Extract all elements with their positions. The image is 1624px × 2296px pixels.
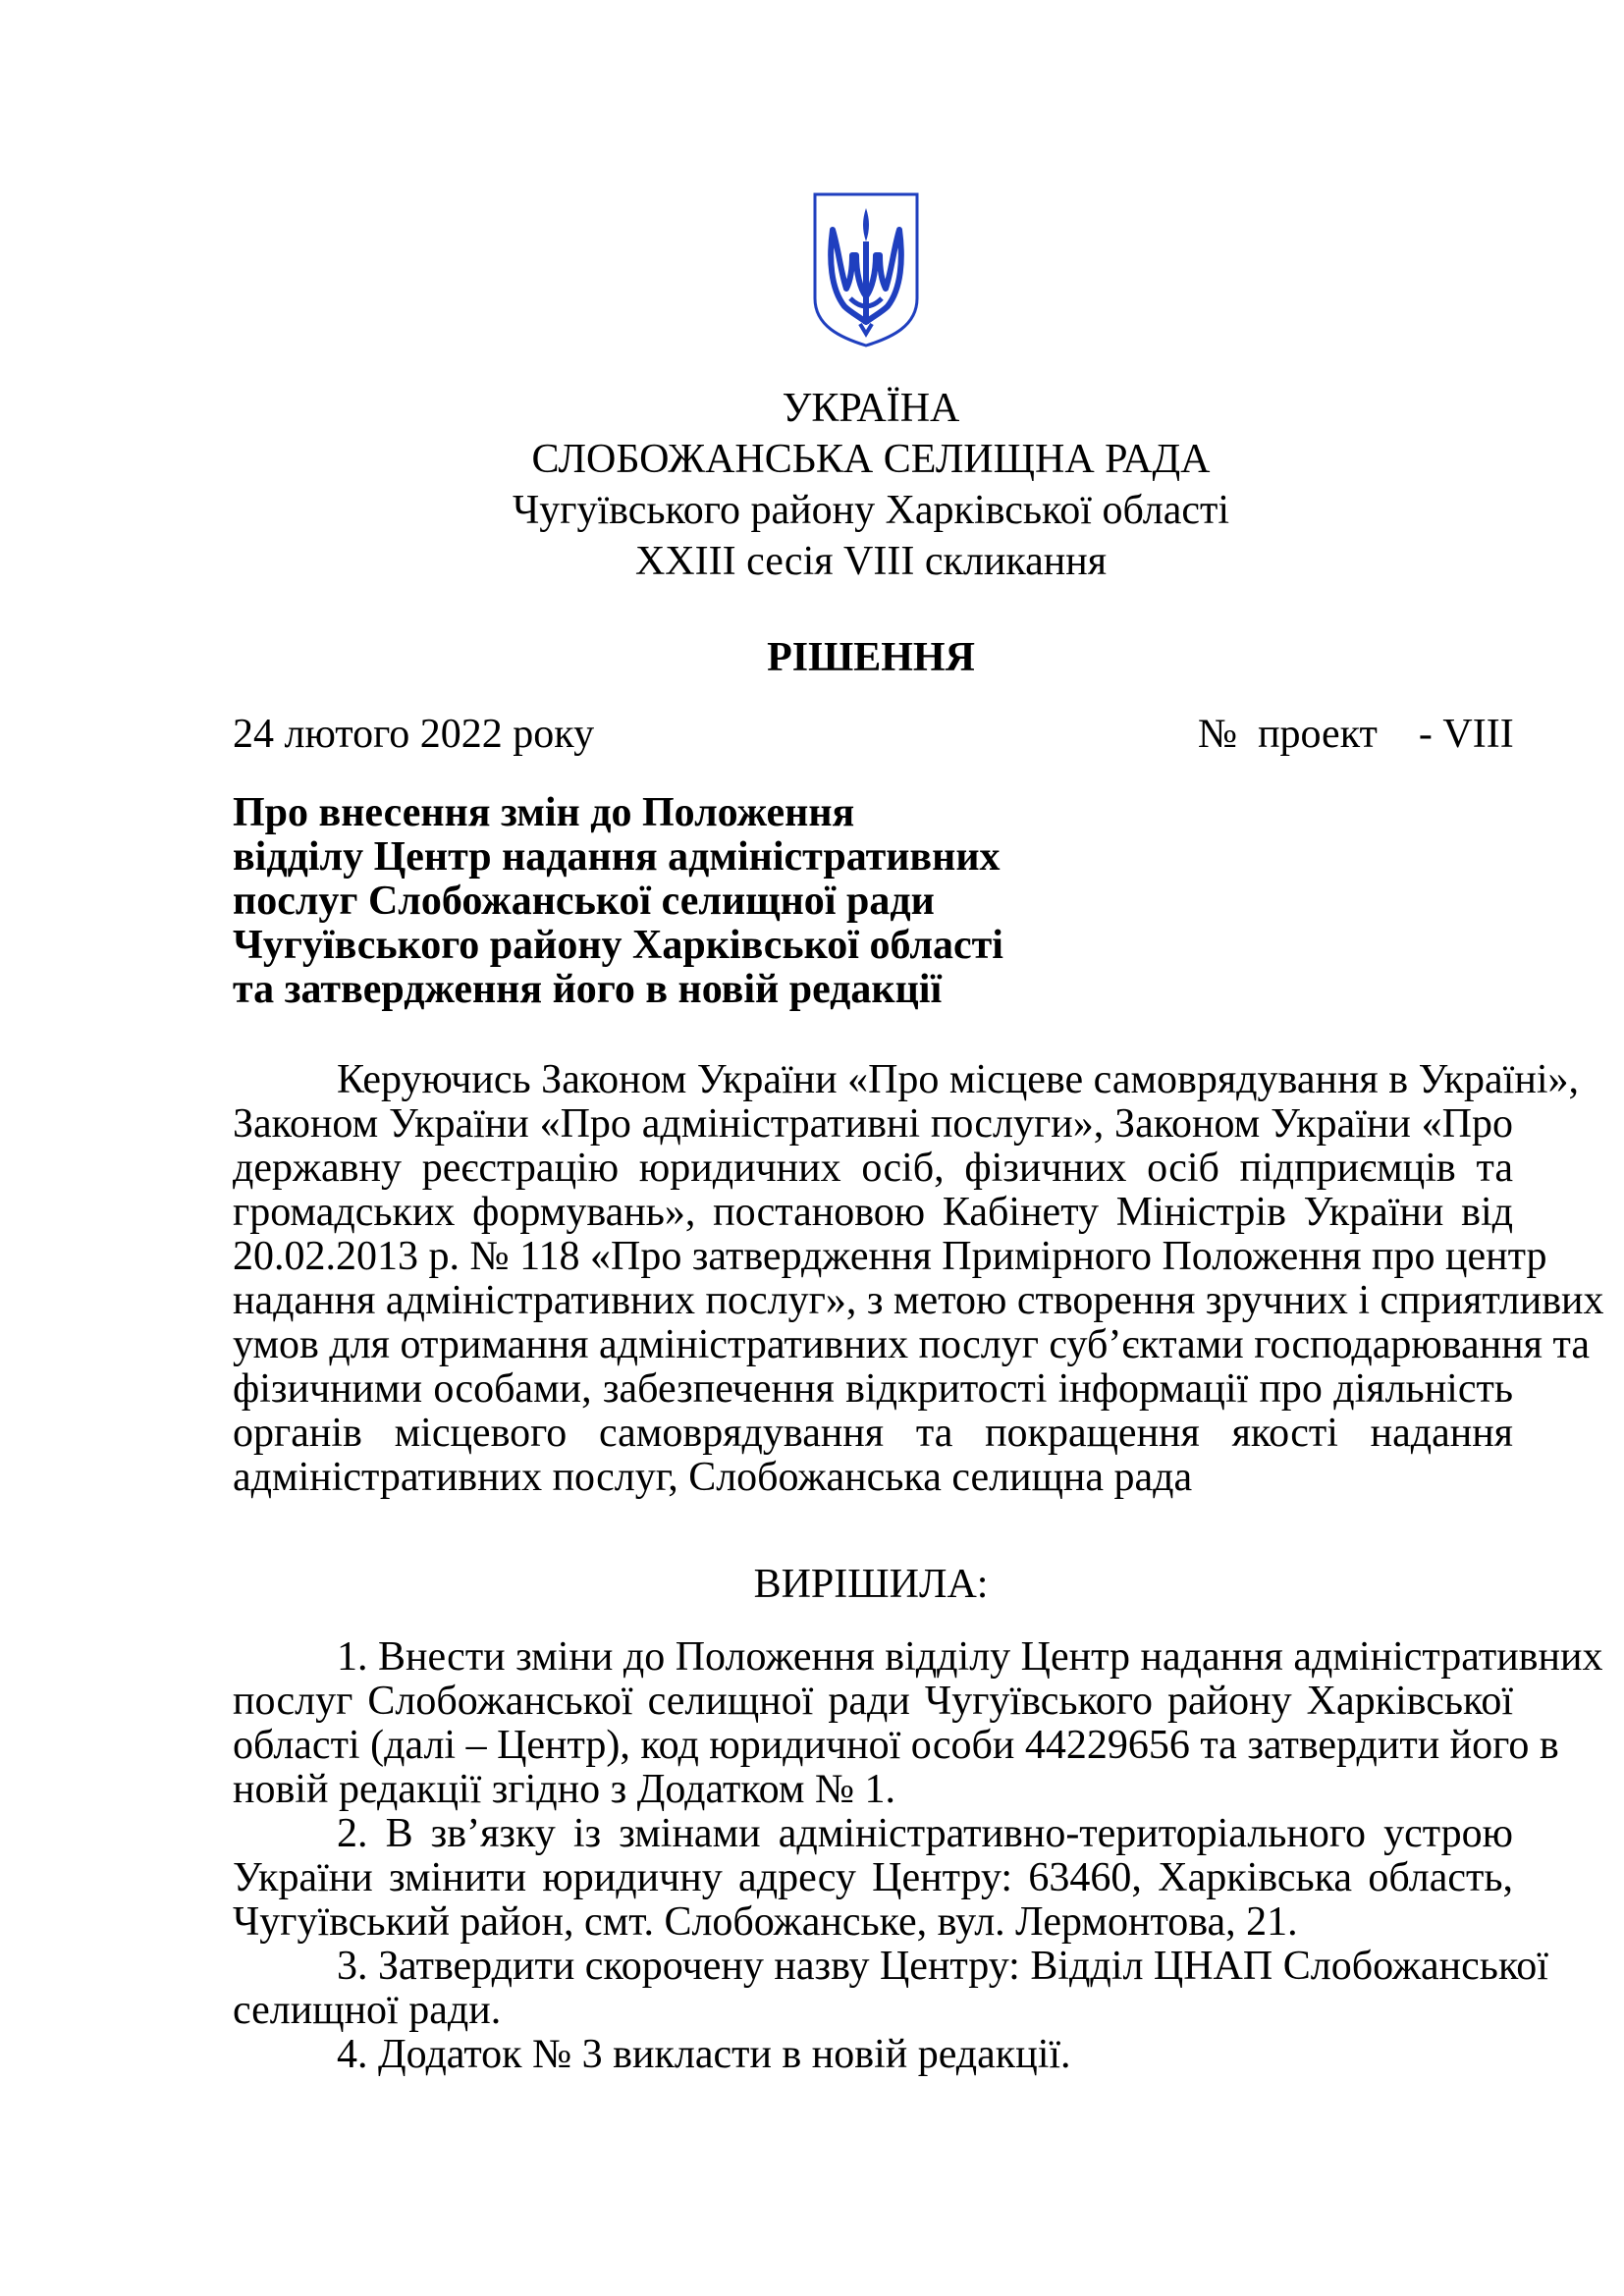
paragraph-line: 20.02.2013 р. № 118 «Про затвердження Примірного Положення про центр xyxy=(233,1234,1547,1279)
subject-line: Чугуївського району Харківської області xyxy=(233,923,1003,968)
paragraph-line: послуг Слобожанської селищної ради Чугуївського району Харківської xyxy=(233,1679,1513,1724)
paragraph-line: селищної ради. xyxy=(233,1988,502,2033)
coat-of-arms-icon xyxy=(811,190,921,349)
paragraph-line: новій редакції згідно з Додатком № 1. xyxy=(233,1767,896,1812)
paragraph-line: умов для отримання адміністративних послуг суб’єктами господарювання та xyxy=(233,1322,1590,1367)
paragraph-line: громадських формувань», постановою Кабінету Міністрів України від xyxy=(233,1190,1513,1235)
paragraph-line: 3. Затвердити скорочену назву Центру: Відділ ЦНАП Слобожанської xyxy=(337,1944,1548,1989)
council-heading: СЛОБОЖАНСЬКА СЕЛИЩНА РАДА xyxy=(531,437,1211,482)
paragraph-line: Керуючись Законом України «Про місцеве самоврядування в Україні», xyxy=(337,1057,1579,1102)
decision-subject xyxy=(233,791,1116,1012)
preamble-paragraph xyxy=(233,1057,1604,1500)
decision-number: № проект - VIII xyxy=(1198,712,1514,757)
session-heading: XXIII сесія VIII скликання xyxy=(634,539,1108,584)
paragraph-line: надання адміністративних послуг», з метою створення зручних і сприятливих xyxy=(233,1278,1604,1323)
paragraph-line: адміністративних послуг, Слобожанська селищна рада xyxy=(233,1455,1193,1500)
document-type-title: РІШЕННЯ xyxy=(767,635,975,680)
subject-line: та затвердження його в новій редакції xyxy=(233,967,943,1012)
paragraph-line: Чугуївський район, смт. Слобожанське, вул. Лермонтова, 21. xyxy=(233,1899,1298,1945)
decided-heading: ВИРІШИЛА: xyxy=(753,1562,989,1607)
paragraph-line: 2. В зв’язку із змінами адміністративно-територіального устрою xyxy=(337,1811,1513,1856)
subject-line: послуг Слобожанської селищної ради xyxy=(233,879,935,924)
paragraph-line: органів місцевого самоврядування та покращення якості надання xyxy=(233,1411,1513,1456)
decision-item-4 xyxy=(233,2033,1513,2077)
decision-item-2 xyxy=(233,1812,1513,1945)
decision-item-1 xyxy=(233,1634,1603,1812)
paragraph-line: фізичними особами, забезпечення відкритості інформації про діяльність xyxy=(233,1366,1513,1412)
subject-line: відділу Центр надання адміністративних xyxy=(233,834,1001,880)
paragraph-line: області (далі – Центр), код юридичної особи 44229656 та затвердити його в xyxy=(233,1723,1559,1768)
decision-item-3 xyxy=(233,1944,1548,2033)
paragraph-line: 1. Внести зміни до Положення відділу Центр надання адміністративних xyxy=(337,1634,1603,1680)
paragraph-line: Законом України «Про адміністративні послуги», Законом України «Про xyxy=(233,1101,1513,1147)
country-heading: УКРАЇНА xyxy=(782,386,960,431)
region-heading: Чугуївського району Харківської області xyxy=(512,488,1230,533)
paragraph-line: 4. Додаток № 3 викласти в новій редакції. xyxy=(337,2032,1071,2077)
paragraph-line: України змінити юридичну адресу Центру: 63460, Харківська область, xyxy=(233,1855,1513,1900)
paragraph-line: державну реєстрацію юридичних осіб, фізичних осіб підприємців та xyxy=(233,1146,1513,1191)
subject-line: Про внесення змін до Положення xyxy=(233,790,855,835)
decision-date: 24 лютого 2022 року xyxy=(233,712,595,757)
